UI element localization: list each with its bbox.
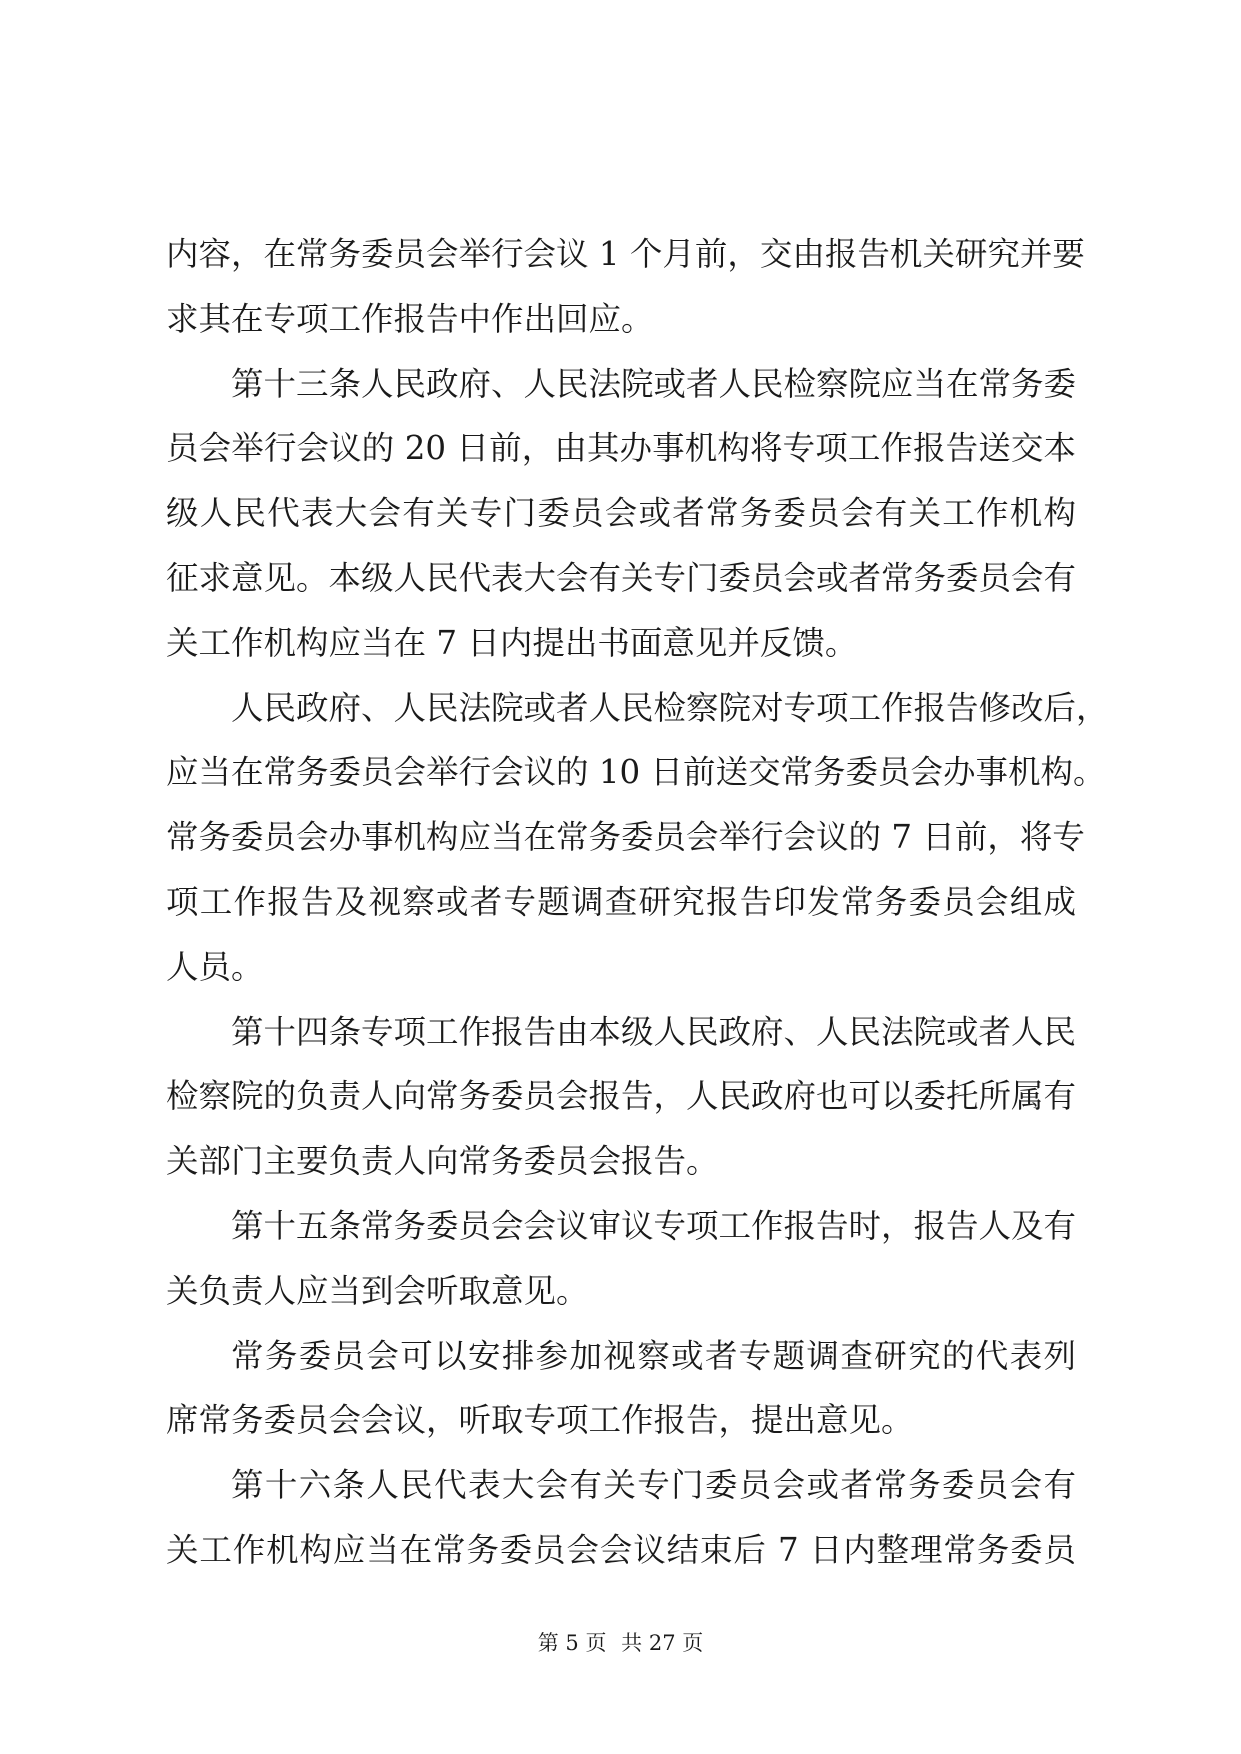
paragraph-start-line: 第十三条人民政府、人民法院或者人民检察院应当在常务委 — [231, 364, 1077, 403]
paragraph-start-line: 第十四条专项工作报告由本级人民政府、人民法院或者人民 — [231, 1012, 1077, 1051]
paragraph-start-line: 第十五条常务委员会会议审议专项工作报告时，报告人及有 — [231, 1206, 1077, 1245]
text-line: 检察院的负责人向常务委员会报告，人民政府也可以委托所属有 — [166, 1077, 1077, 1116]
paragraph-start-line: 常务委员会可以安排参加视察或者专题调查研究的代表列 — [231, 1336, 1076, 1375]
text-line: 席常务委员会会议，听取专项工作报告，提出意见。 — [166, 1401, 914, 1440]
page-total: 共 27 页 — [621, 1631, 704, 1655]
text-line: 关工作机构应当在 7 日内提出书面意见并反馈。 — [166, 623, 858, 662]
text-line: 关工作机构应当在常务委员会会议结束后 7 日内整理常务委员 — [166, 1530, 1076, 1569]
text-line: 员会举行会议的 20 日前，由其办事机构将专项工作报告送交本 — [166, 429, 1076, 468]
text-line: 征求意见。本级人民代表大会有关专门委员会或者常务委员会有 — [166, 558, 1077, 597]
text-line: 求其在专项工作报告中作出回应。 — [166, 299, 654, 338]
text-line: 应当在常务委员会举行会议的 10 日前送交常务委员会办事机构。 — [166, 753, 1106, 792]
text-line: 关负责人应当到会听取意见。 — [166, 1271, 589, 1310]
text-line: 项工作报告及视察或者专题调查研究报告印发常务委员会组成 — [166, 882, 1076, 921]
text-line: 人员。 — [166, 947, 264, 986]
page-number: 第 5 页 — [537, 1631, 607, 1655]
page-footer — [0, 1628, 1241, 1658]
text-line: 内容，在常务委员会举行会议 1 个月前，交由报告机关研究并要 — [166, 235, 1085, 273]
paragraph-start-line: 人民政府、人民法院或者人民检察院对专项工作报告修改后， — [231, 688, 1109, 727]
text-line: 关部门主要负责人向常务委员会报告。 — [166, 1142, 719, 1181]
text-line: 级人民代表大会有关专门委员会或者常务委员会有关工作机构 — [166, 494, 1076, 533]
text-line: 常务委员会办事机构应当在常务委员会举行会议的 7 日前，将专 — [166, 818, 1085, 857]
document-body — [166, 222, 1109, 1583]
paragraph-start-line: 第十六条人民代表大会有关专门委员会或者常务委员会有 — [231, 1466, 1076, 1505]
